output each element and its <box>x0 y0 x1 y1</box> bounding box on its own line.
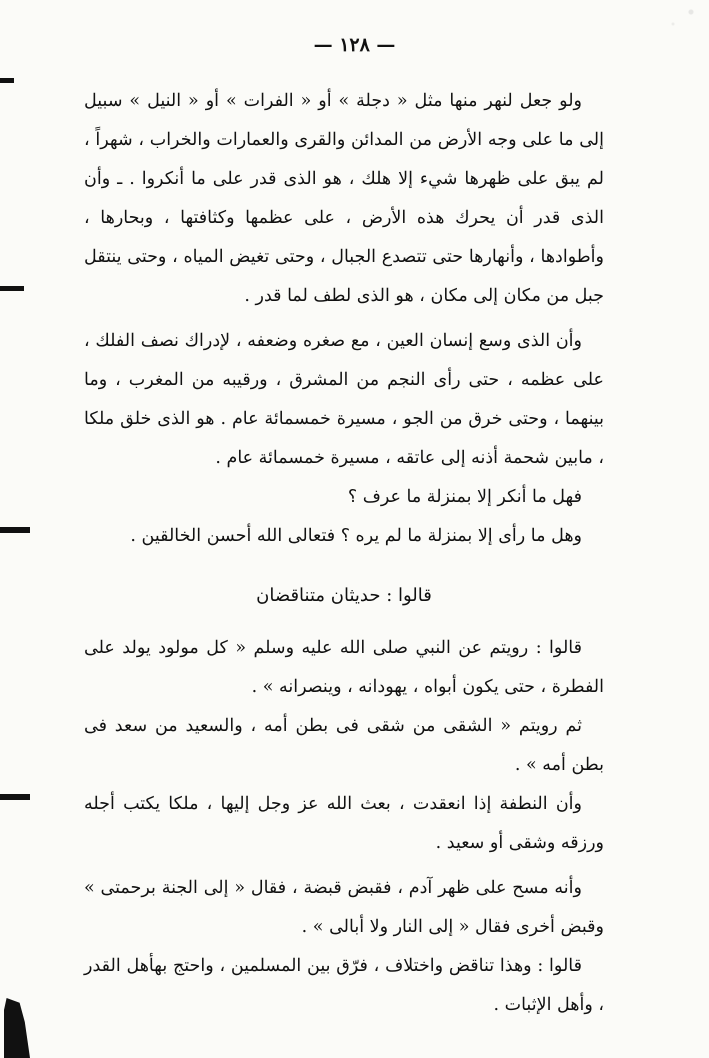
section-heading: قالوا : حديثان متناقضان <box>256 585 432 606</box>
paragraph: فهل ما أنكر إلا بمنزلة ما عرف ؟ <box>347 487 582 507</box>
paragraph: ولو جعل لنهر منها مثل « دجلة » أو « الفرات » أو « النيل » سبيل إلى ما على وجه الأرض من المدائن والقرى والعمارات والخراب ، شهراً ، لم يبق على ظهرها شيء إلا هلك ، هو الذى قدر على ما أنكروا . ـ وأن الذى قدر أن يحرك هذه الأرض ، على عظمها وكثافتها ، وبحارها ، وأطوادها ، وأنهارها حتى تتصدع الجبال ، وحتى تغيض المياه ، وحتى ينتقل جبل من مكان إلى مكان ، هو الذى لطف لما قدر . <box>84 91 604 306</box>
scan-edge-mark <box>0 794 30 800</box>
scan-corner-mark <box>4 998 30 1058</box>
paragraph: وأن النطفة إذا انعقدت ، بعث الله عز وجل إليها ، ملكا يكتب أجله ورزقه وشقى أو سعيد . <box>84 794 604 853</box>
page-number: — ١٢٨ — <box>313 34 396 56</box>
paragraph: قالوا : رويتم عن النبي صلى الله عليه وسلم « كل مولود يولد على الفطرة ، حتى يكون أبواه ، يهودانه ، وينصرانه » . <box>84 638 604 697</box>
paragraph: وأن الذى وسع إنسان العين ، مع صغره وضعفه ، لإدراك نصف الفلك ، على عظمه ، حتى رأى النجم من المشرق ، ورقيبه من المغرب ، وما بينهما ، وحتى خرق من الجو ، مسيرة خمسمائة عام . هو الذى خلق ملكا ، مابين شحمة أذنه إلى عاتقه ، مسيرة خمسمائة عام . <box>84 331 604 468</box>
paragraph: وأنه مسح على ظهر آدم ، فقبض قبضة ، فقال « إلى الجنة برحمتى » وقبض أخرى فقال « إلى النار ولا أبالى » . <box>84 878 604 937</box>
paragraph: قالوا : وهذا تناقض واختلاف ، فرّق بين المسلمين ، واحتج بهأهل القدر ، وأهل الإثبات . <box>84 956 604 1015</box>
paragraph: وهل ما رأى إلا بمنزلة ما لم يره ؟ فتعالى الله أحسن الخالقين . <box>130 526 582 546</box>
scan-edge-mark <box>0 78 14 83</box>
body-text <box>84 82 604 1025</box>
scan-edge-mark <box>0 527 30 533</box>
paragraph: ثم رويتم « الشقى من شقى فى بطن أمه ، والسعيد من سعد فى بطن أمه » . <box>84 716 604 775</box>
scan-edge-mark <box>0 286 24 291</box>
